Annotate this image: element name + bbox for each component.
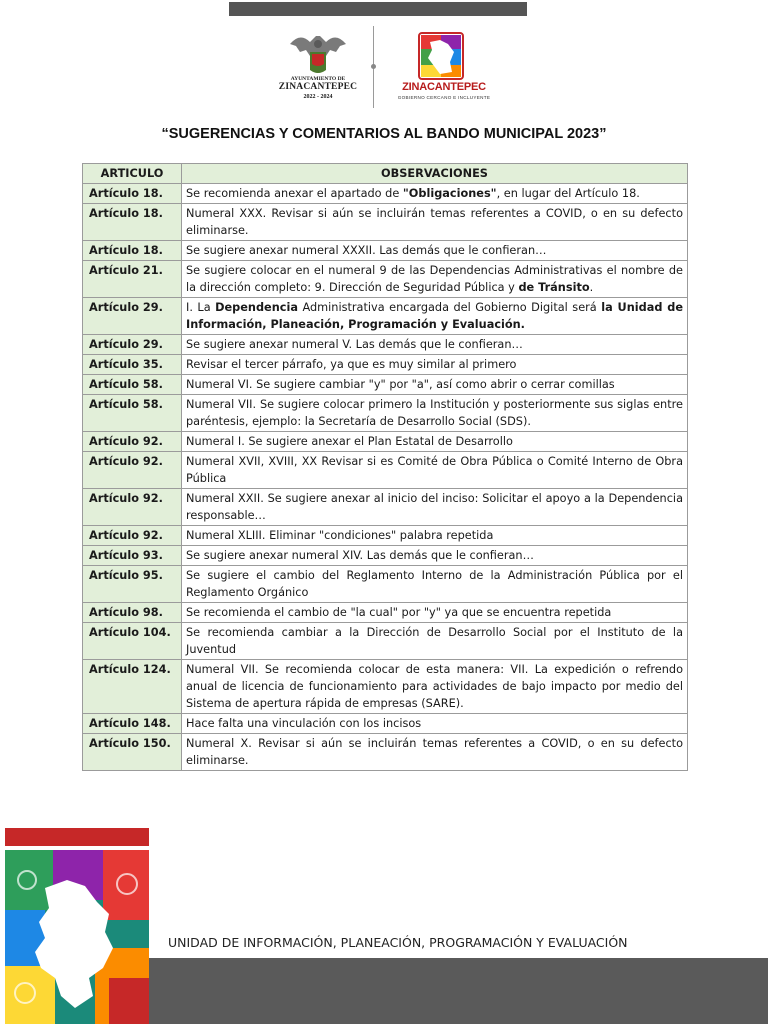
observation-text: Numeral XXII. Se sugiere anexar al inicio del inciso: Solicitar el apoyo a la Dependencia responsable… <box>186 492 683 522</box>
table-row <box>83 355 688 375</box>
observation-text: , en lugar del Artículo 18. <box>496 187 640 200</box>
ayuntamiento-logo <box>272 30 364 108</box>
observation-text: Numeral VII. Se recomienda colocar de esta manera: VII. La expedición o refrendo anual de licencia de funcionamiento para actividades de bajo impacto por medio del Sistema de apertura rápida de empresas (SARE). <box>186 663 683 710</box>
table-row <box>83 734 688 771</box>
zinacantepec-emblem-icon <box>418 32 464 80</box>
observation-text: Se sugiere colocar en el numeral 9 de las Dependencias Administrativas el nombre de la dirección completo: 9. Dirección de Seguridad Pública y <box>186 264 683 294</box>
observation-cell <box>182 452 688 489</box>
logo-divider-dot <box>371 64 376 69</box>
article-cell: Artículo 58. <box>83 375 182 395</box>
observation-text: Se recomienda el cambio de "la cual" por "y" ya que se encuentra repetida <box>186 606 612 619</box>
footer-decorative-map-art <box>5 828 149 1024</box>
observation-text: Numeral X. Revisar si aún se incluirán temas referentes a COVID, o en su defecto eliminarse. <box>186 737 683 767</box>
article-cell: Artículo 18. <box>83 204 182 241</box>
observation-text: Se sugiere anexar numeral V. Las demás que le confieran… <box>186 338 523 351</box>
article-cell: Artículo 18. <box>83 184 182 204</box>
article-cell: Artículo 124. <box>83 660 182 714</box>
table-row <box>83 660 688 714</box>
article-cell: Artículo 104. <box>83 623 182 660</box>
logo-line-2: ZINACANTEPEC <box>278 82 358 92</box>
observation-text: Numeral VII. Se sugiere colocar primero la Institución y posteriormente sus siglas entre paréntesis, ejemplo: la Secretaría de Desarrollo Social (SDS). <box>186 398 683 428</box>
table-row <box>83 375 688 395</box>
observation-bold-text: "Obligaciones" <box>402 187 497 200</box>
observation-text: Se sugiere anexar numeral XIV. Las demás que le confieran… <box>186 549 534 562</box>
table-row <box>83 526 688 546</box>
header-top-bar <box>229 2 527 16</box>
article-cell: Artículo 150. <box>83 734 182 771</box>
table-row <box>83 432 688 452</box>
table-row <box>83 298 688 335</box>
logo-name: ZINACANTEPEC <box>402 81 486 93</box>
observation-cell <box>182 375 688 395</box>
observation-cell <box>182 204 688 241</box>
observation-text: Numeral XXX. Revisar si aún se incluirán temas referentes a COVID, o en su defecto eliminarse. <box>186 207 683 237</box>
observations-table <box>82 163 688 771</box>
observation-cell <box>182 660 688 714</box>
observation-cell <box>182 489 688 526</box>
table-row <box>83 204 688 241</box>
logo-line-1: AYUNTAMIENTO DE <box>290 76 346 82</box>
observation-cell <box>182 261 688 298</box>
observation-cell <box>182 714 688 734</box>
observation-text: Numeral XVII, XVIII, XX Revisar si es Comité de Obra Pública o Comité Interno de Obra Pública <box>186 455 683 485</box>
zinacantepec-logo <box>390 32 498 104</box>
article-cell: Artículo 35. <box>83 355 182 375</box>
observation-bold-text: de Tránsito <box>518 281 590 294</box>
observation-text: I. La <box>186 301 216 314</box>
observation-text: Se sugiere el cambio del Reglamento Interno de la Administración Pública por el Reglamento Orgánico <box>186 569 683 599</box>
table-row <box>83 184 688 204</box>
document-title: “SUGERENCIAS Y COMENTARIOS AL BANDO MUNICIPAL 2023” <box>161 126 607 142</box>
article-cell: Artículo 92. <box>83 452 182 489</box>
table-row <box>83 623 688 660</box>
article-cell: Artículo 92. <box>83 526 182 546</box>
observation-cell <box>182 298 688 335</box>
observation-cell <box>182 432 688 452</box>
observation-cell <box>182 355 688 375</box>
table-row <box>83 261 688 298</box>
column-header-observaciones: OBSERVACIONES <box>182 164 688 184</box>
observation-bold-text: la Unidad de Información, Planeación, Programación y Evaluación. <box>186 301 683 331</box>
article-cell: Artículo 148. <box>83 714 182 734</box>
article-cell: Artículo 29. <box>83 298 182 335</box>
observation-cell <box>182 335 688 355</box>
logo-slogan: GOBIERNO CERCANO E INCLUYENTE <box>397 95 491 100</box>
observation-cell <box>182 241 688 261</box>
observation-cell <box>182 184 688 204</box>
observation-text: Se recomienda cambiar a la Dirección de Desarrollo Social por el Instituto de la Juventud <box>186 626 683 656</box>
observation-cell <box>182 734 688 771</box>
table-row <box>83 452 688 489</box>
table-row <box>83 714 688 734</box>
article-cell: Artículo 92. <box>83 489 182 526</box>
table-row <box>83 603 688 623</box>
table-row <box>83 566 688 603</box>
table-header-row <box>83 164 688 184</box>
logo-line-3: 2022 - 2024 <box>303 94 333 100</box>
footer-bar <box>149 958 768 1024</box>
article-cell: Artículo 58. <box>83 395 182 432</box>
observation-cell <box>182 395 688 432</box>
table-body <box>83 184 688 771</box>
observation-text: Revisar el tercer párrafo, ya que es muy similar al primero <box>186 358 517 371</box>
article-cell: Artículo 93. <box>83 546 182 566</box>
observation-text: Numeral I. Se sugiere anexar el Plan Estatal de Desarrollo <box>186 435 513 448</box>
table-row <box>83 395 688 432</box>
observation-text: Hace falta una vinculación con los incisos <box>186 717 422 730</box>
table-row <box>83 241 688 261</box>
observation-text: Se sugiere anexar numeral XXXII. Las demás que le confieran… <box>186 244 547 257</box>
table-row <box>83 489 688 526</box>
observation-cell <box>182 526 688 546</box>
observation-cell <box>182 566 688 603</box>
observation-cell <box>182 603 688 623</box>
article-cell: Artículo 92. <box>83 432 182 452</box>
footer-unit-label: UNIDAD DE INFORMACIÓN, PLANEACIÓN, PROGRAMACIÓN Y EVALUACIÓN <box>168 935 628 950</box>
observation-cell <box>182 546 688 566</box>
municipal-crest-icon <box>286 30 350 76</box>
observation-bold-text: Dependencia <box>215 301 298 314</box>
observation-text: . <box>589 281 594 294</box>
observation-cell <box>182 623 688 660</box>
article-cell: Artículo 98. <box>83 603 182 623</box>
article-cell: Artículo 29. <box>83 335 182 355</box>
article-cell: Artículo 18. <box>83 241 182 261</box>
table-row <box>83 335 688 355</box>
observation-text: Numeral XLIII. Eliminar "condiciones" palabra repetida <box>186 529 494 542</box>
column-header-articulo: ARTICULO <box>83 164 182 184</box>
observation-text: Se recomienda anexar el apartado de <box>186 187 403 200</box>
observation-text: Numeral VI. Se sugiere cambiar "y" por "a", así como abrir o cerrar comillas <box>186 378 615 391</box>
observation-text: Administrativa encargada del Gobierno Digital será <box>297 301 602 314</box>
table-row <box>83 546 688 566</box>
article-cell: Artículo 95. <box>83 566 182 603</box>
article-cell: Artículo 21. <box>83 261 182 298</box>
